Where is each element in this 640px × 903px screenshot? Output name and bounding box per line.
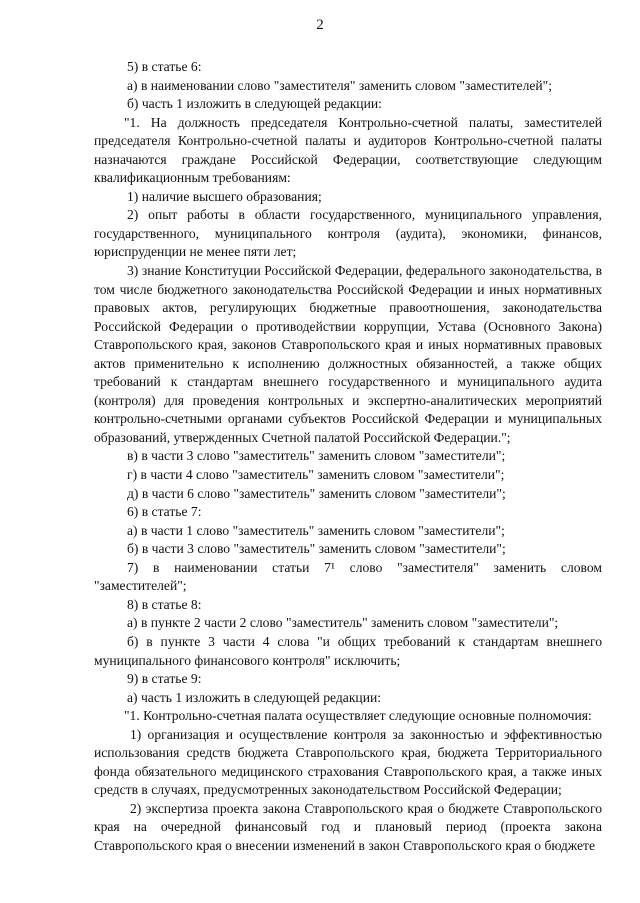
paragraph: 5) в статье 6: bbox=[127, 59, 202, 74]
paragraph: 9) в статье 9: bbox=[127, 671, 202, 687]
document-body bbox=[94, 58, 602, 856]
page-number: 2 bbox=[316, 17, 324, 33]
paragraph: 1) организация и осуществление контроля за законностью и эффективностью использования средств бюджета Ставропольского края, бюджета Территориального фонда обязательного медицинского страхования Ставропольского края, а также иных средств в случаях, предусмотренных законодательством Российской Федерации; bbox=[94, 726, 602, 798]
paragraph: 6) в статье 7: bbox=[127, 504, 202, 520]
paragraph: "1. Контрольно-счетная палата осуществляет следующие основные полномочия: bbox=[124, 708, 592, 724]
paragraph: а) часть 1 изложить в следующей редакции: bbox=[127, 689, 382, 705]
paragraph: д) в части 6 слово "заместитель" заменить словом "заместители"; bbox=[127, 485, 506, 501]
paragraph: в) в части 3 слово "заместитель" заменить словом "заместители"; bbox=[127, 448, 506, 464]
paragraph: 1) наличие высшего образования; bbox=[127, 188, 322, 204]
paragraph: "1. На должность председателя Контрольно-счетной палаты, заместителей председателя Контрольно-счетной палаты и аудиторов Контрольно-счетной палаты назначаются граждане Российской Федерации, соответствующие следующим квалификационным требованиям: bbox=[94, 114, 602, 186]
paragraph: б) часть 1 изложить в следующей редакции: bbox=[127, 96, 382, 112]
paragraph: 2) опыт работы в области государственного, муниципального управления, государственного, муниципального контроля (аудита), экономики, финансов, юриспруденции не менее пяти лет; bbox=[94, 207, 602, 260]
paragraph: а) в наименовании слово "заместителя" заменить словом "заместителей"; bbox=[127, 77, 553, 93]
paragraph: 3) знание Конституции Российской Федерации, федерального законодательства, в том числе бюджетного законодательства Российской Федерации и иных нормативных правовых актов, регулирующих бюджетные правоотношения, законодательства Российской Федерации о противодействии коррупции, Устава (Основного Закона) Ставропольского края, законов Ставропольского края и иных нормативных правовых актов применительно к исполнению должностных обязанностей, а также общих требований к стандартам внешнего государственного и муниципального аудита (контроля) для проведения контрольных и экспертно-аналитических мероприятий контрольно-счетными органами субъектов Российской Федерации и муниципальных образований, утвержденных Счетной палатой Российской Федерации."; bbox=[94, 263, 602, 445]
paragraph: б) в части 3 слово "заместитель" заменить словом "заместители"; bbox=[127, 541, 506, 557]
paragraph: 2) экспертиза проекта закона Ставропольского края о бюджете Ставропольского края на очередной финансовый год и плановый период (проекта закона Ставропольского края о внесении изменений в закон Ставропольского края о бюджете bbox=[94, 800, 602, 853]
paragraph: г) в части 4 слово "заместитель" заменить словом "заместители"; bbox=[127, 467, 505, 483]
paragraph: 7) в наименовании статьи 7¹ слово "заместителя" заменить словом "заместителей"; bbox=[94, 559, 602, 594]
paragraph: 8) в статье 8: bbox=[127, 596, 202, 612]
paragraph: б) в пункте 3 части 4 слова "и общих требований к стандартам внешнего муниципального финансового контроля" исключить; bbox=[94, 633, 602, 668]
paragraph: а) в пункте 2 части 2 слово "заместитель" заменить словом "заместители"; bbox=[127, 615, 559, 631]
paragraph: а) в части 1 слово "заместитель" заменить словом "заместители"; bbox=[127, 522, 505, 538]
